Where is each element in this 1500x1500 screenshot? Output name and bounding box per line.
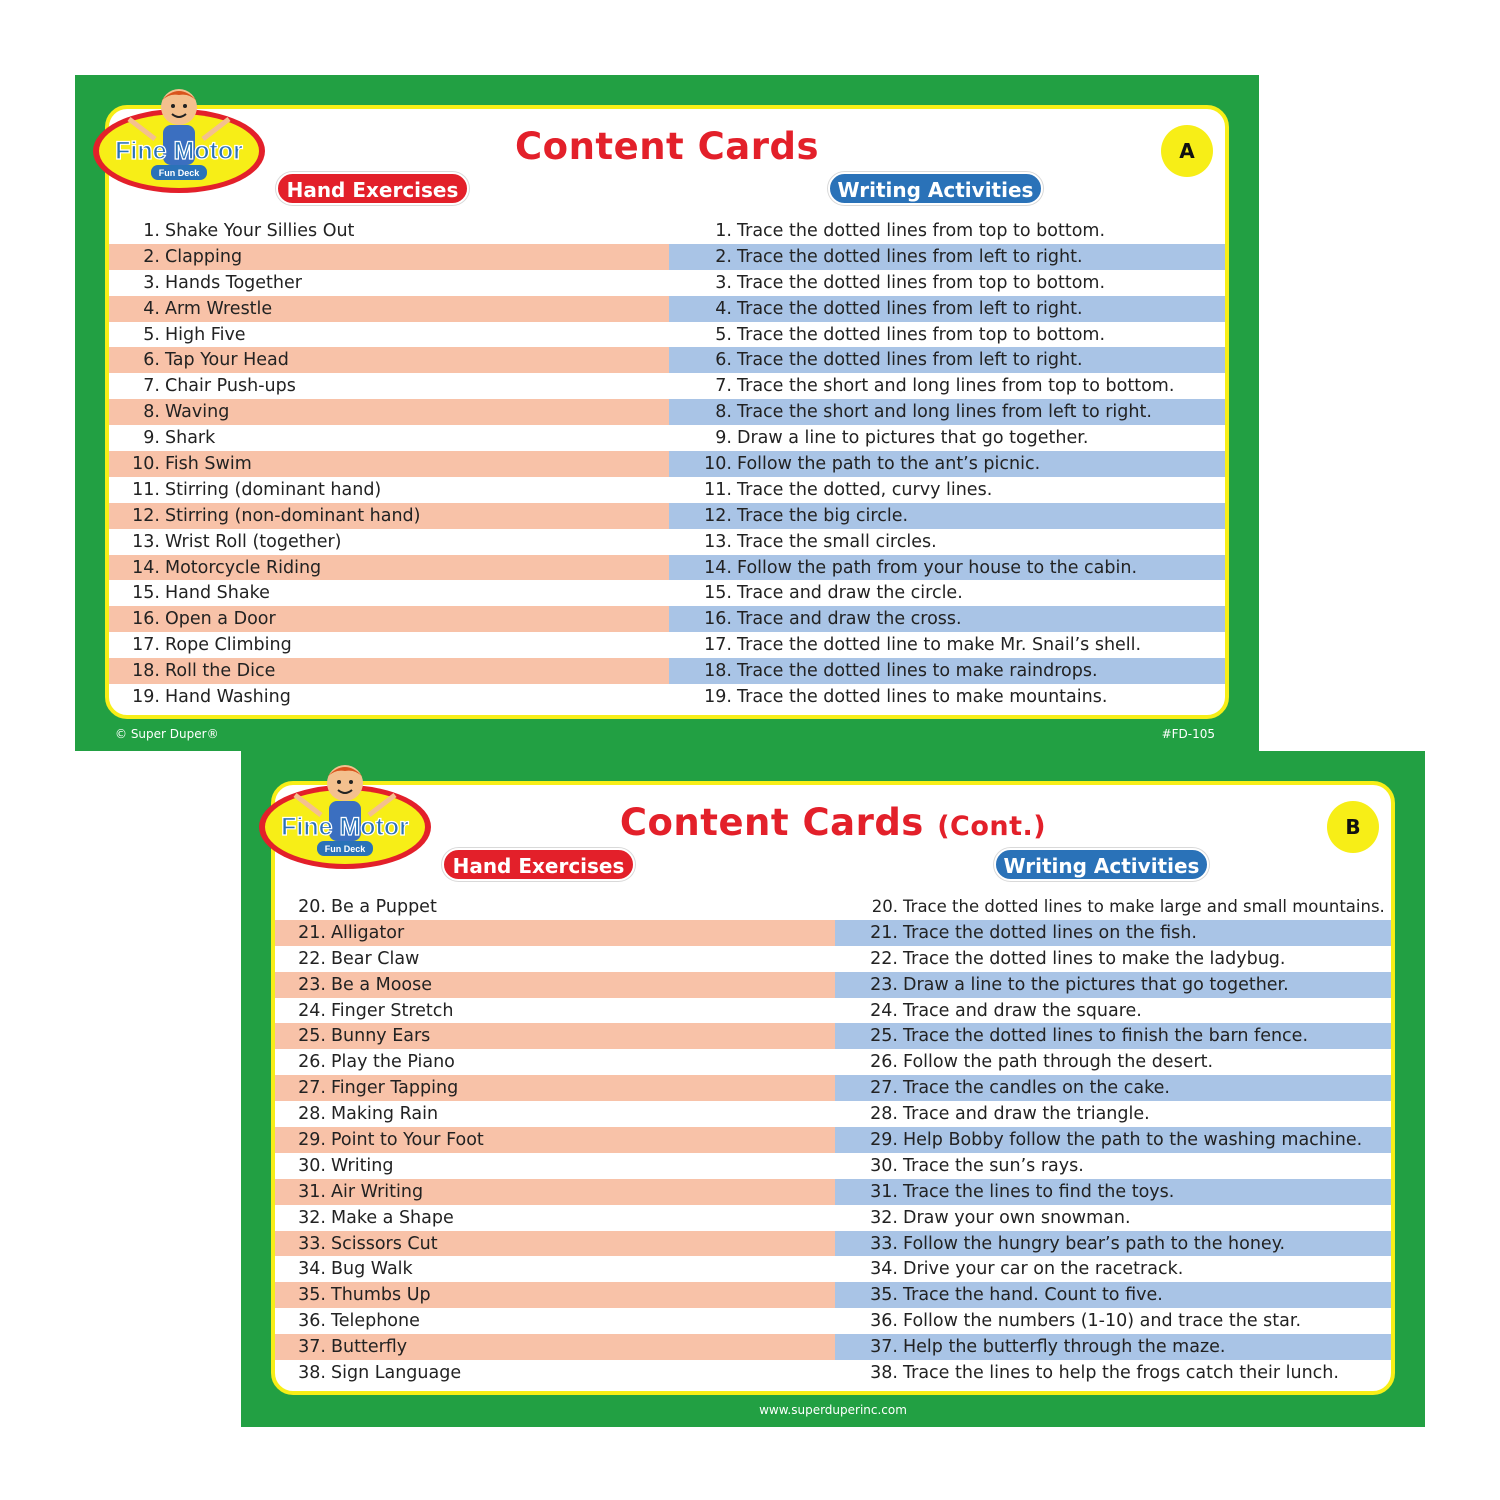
item-number: 5.: [715, 324, 732, 345]
item-text: Trace the small circles.: [737, 531, 937, 552]
item-number: 37.: [870, 1337, 898, 1358]
hand-exercise-item: [109, 451, 669, 477]
hand-exercise-item: [109, 529, 669, 555]
writing-activity-item: [835, 1256, 1391, 1282]
item-number: 12.: [132, 505, 160, 526]
item-number: 6.: [143, 350, 160, 371]
item-text: Trace the dotted lines to make raindrops.: [737, 661, 1098, 682]
item-text: Point to Your Foot: [331, 1130, 484, 1151]
writing-activity-item: [835, 1334, 1391, 1360]
item-number: 11.: [704, 479, 732, 500]
item-text: Follow the path from your house to the cabin.: [737, 557, 1138, 578]
item-text: Trace the dotted lines on the fish.: [903, 922, 1197, 943]
copyright-footer: © Super Duper®: [115, 727, 219, 741]
writing-activity-item: [835, 1231, 1391, 1257]
item-text: Bunny Ears: [331, 1026, 431, 1047]
table-row: [275, 1179, 1391, 1205]
hand-exercise-item: [109, 296, 669, 322]
item-text: Drive your car on the racetrack.: [903, 1259, 1184, 1280]
item-number: 13.: [704, 531, 732, 552]
hand-exercise-item: [275, 1075, 835, 1101]
writing-activity-item: [669, 373, 1225, 399]
item-text: Stirring (dominant hand): [165, 479, 382, 500]
card-title: Content Cards: [515, 125, 819, 168]
hand-exercise-item: [109, 684, 669, 710]
item-text: Help Bobby follow the path to the washing machine.: [903, 1130, 1363, 1151]
writing-activities-header: Writing Activities: [828, 172, 1043, 205]
item-text: Finger Tapping: [331, 1078, 459, 1099]
item-text: Hands Together: [165, 272, 302, 293]
item-text: Trace the dotted lines to make mountains.: [737, 687, 1108, 708]
writing-activity-item: [835, 998, 1391, 1024]
item-number: 20.: [298, 897, 326, 917]
item-text: Telephone: [331, 1311, 420, 1332]
item-number: 32.: [870, 1207, 898, 1228]
item-text: Rope Climbing: [165, 635, 292, 656]
item-number: 33.: [870, 1233, 898, 1254]
hand-exercise-item: [109, 270, 669, 296]
table-row: [109, 580, 1225, 606]
hand-exercise-item: [275, 894, 835, 920]
hand-exercise-item: [275, 1023, 835, 1049]
writing-activity-item: [669, 322, 1225, 348]
table-row: [275, 894, 1391, 920]
fine-motor-logo: [255, 757, 435, 871]
table-row: [109, 658, 1225, 684]
hand-exercise-item: [109, 425, 669, 451]
hand-exercise-item: [109, 555, 669, 581]
hand-exercise-item: [109, 606, 669, 632]
item-text: Motorcycle Riding: [165, 557, 322, 578]
item-number: 18.: [132, 661, 160, 682]
item-text: Trace the dotted line to make Mr. Snail’s shell.: [737, 635, 1142, 656]
table-row: [109, 425, 1225, 451]
writing-activity-item: [835, 1179, 1391, 1205]
table-row: [109, 347, 1225, 373]
writing-activity-item: [669, 503, 1225, 529]
item-text: Play the Piano: [331, 1052, 455, 1073]
hand-exercise-item: [109, 322, 669, 348]
hand-exercise-item: [275, 946, 835, 972]
item-number: 22.: [298, 948, 326, 969]
table-row: [275, 946, 1391, 972]
item-number: 20.: [871, 897, 898, 916]
writing-activity-item: [835, 894, 1391, 920]
item-text: Trace the dotted lines to make large and small mountains.: [903, 897, 1385, 916]
item-number: 21.: [298, 922, 326, 943]
item-text: Open a Door: [165, 609, 276, 630]
item-number: 35.: [870, 1285, 898, 1306]
writing-activity-item: [669, 425, 1225, 451]
hand-exercise-item: [275, 1049, 835, 1075]
table-row: [109, 322, 1225, 348]
item-number: 37.: [298, 1337, 326, 1358]
writing-activity-item: [835, 972, 1391, 998]
writing-activity-item: [835, 1308, 1391, 1334]
table-row: [275, 1256, 1391, 1282]
item-number: 26.: [870, 1052, 898, 1073]
item-text: Trace the candles on the cake.: [903, 1078, 1170, 1099]
item-text: Butterfly: [331, 1337, 408, 1358]
hand-exercise-item: [275, 1256, 835, 1282]
hand-exercise-item: [275, 1101, 835, 1127]
item-text: Follow the hungry bear’s path to the honey.: [903, 1233, 1286, 1254]
item-number: 11.: [132, 479, 160, 500]
writing-activity-item: [669, 399, 1225, 425]
table-row: [109, 555, 1225, 581]
table-row: [275, 1205, 1391, 1231]
hand-exercise-item: [109, 658, 669, 684]
writing-activity-item: [835, 1153, 1391, 1179]
item-number: 8.: [715, 402, 732, 423]
hand-exercise-item: [275, 1334, 835, 1360]
item-number: 18.: [704, 661, 732, 682]
table-row: [275, 1360, 1391, 1386]
item-number: 30.: [870, 1155, 898, 1176]
hand-exercise-item: [275, 1360, 835, 1386]
writing-activity-item: [669, 296, 1225, 322]
writing-activity-item: [669, 270, 1225, 296]
card-panel: [271, 781, 1395, 1395]
table-row: [109, 244, 1225, 270]
writing-activity-item: [669, 555, 1225, 581]
item-number: 36.: [298, 1311, 326, 1332]
item-text: Follow the numbers (1-10) and trace the star.: [903, 1311, 1302, 1332]
item-text: Trace the dotted lines from left to right.: [737, 246, 1083, 267]
table-row: [275, 1023, 1391, 1049]
item-text: Trace the dotted lines from top to bottom.: [737, 324, 1106, 345]
svg-text:Fun Deck: Fun Deck: [324, 844, 366, 854]
item-number: 38.: [870, 1363, 898, 1384]
table-row: [109, 218, 1225, 244]
table-row: [275, 1075, 1391, 1101]
table-row: [275, 920, 1391, 946]
writing-activity-item: [669, 244, 1225, 270]
activity-table: [275, 894, 1391, 1386]
table-row: [109, 296, 1225, 322]
item-number: 16.: [132, 609, 160, 630]
item-number: 30.: [298, 1155, 326, 1176]
item-number: 3.: [715, 272, 732, 293]
content-card-a: [75, 75, 1259, 751]
hand-exercise-item: [109, 218, 669, 244]
item-number: 2.: [715, 246, 732, 267]
item-text: Trace the sun’s rays.: [903, 1155, 1084, 1176]
hand-exercise-item: [275, 1231, 835, 1257]
hand-exercise-item: [109, 399, 669, 425]
item-number: 26.: [298, 1052, 326, 1073]
writing-activity-item: [835, 920, 1391, 946]
item-number: 35.: [298, 1285, 326, 1306]
item-text: Help the butterfly through the maze.: [903, 1337, 1226, 1358]
card-panel: [105, 105, 1229, 719]
writing-activity-item: [669, 606, 1225, 632]
item-number: 2.: [143, 246, 160, 267]
item-text: Draw a line to the pictures that go together.: [903, 974, 1289, 995]
card-title: Content Cards (Cont.): [619, 801, 1047, 844]
item-number: 27.: [870, 1078, 898, 1099]
table-row: [109, 503, 1225, 529]
item-number: 34.: [870, 1259, 898, 1280]
writing-activity-item: [835, 1205, 1391, 1231]
hand-exercise-item: [275, 1308, 835, 1334]
writing-activity-item: [835, 1360, 1391, 1386]
hand-exercise-item: [275, 1153, 835, 1179]
item-text: Follow the path to the ant’s picnic.: [737, 454, 1041, 475]
writing-activity-item: [669, 218, 1225, 244]
item-text: Sign Language: [331, 1363, 462, 1384]
item-text: High Five: [165, 324, 246, 345]
item-text: Hand Washing: [165, 687, 291, 708]
website-footer: www.superduperinc.com: [759, 1403, 907, 1417]
item-text: Shark: [165, 428, 216, 449]
hand-exercise-item: [275, 1282, 835, 1308]
item-number: 10.: [704, 454, 732, 475]
item-text: Trace the short and long lines from top to bottom.: [737, 376, 1175, 397]
item-number: 16.: [704, 609, 732, 630]
item-text: Draw your own snowman.: [903, 1207, 1131, 1228]
item-text: Trace the hand. Count to five.: [903, 1285, 1163, 1306]
item-text: Trace the dotted, curvy lines.: [737, 479, 993, 500]
item-number: 29.: [298, 1130, 326, 1151]
item-number: 24.: [298, 1000, 326, 1021]
hand-exercise-item: [275, 1127, 835, 1153]
item-number: 17.: [704, 635, 732, 656]
table-row: [275, 972, 1391, 998]
item-number: 1.: [715, 221, 732, 241]
item-number: 7.: [143, 376, 160, 397]
item-number: 7.: [715, 376, 732, 397]
table-row: [109, 529, 1225, 555]
item-number: 23.: [298, 974, 326, 995]
item-number: 36.: [870, 1311, 898, 1332]
item-number: 3.: [143, 272, 160, 293]
writing-activity-item: [669, 632, 1225, 658]
table-row: [275, 1101, 1391, 1127]
item-text: Draw a line to pictures that go together.: [737, 428, 1089, 449]
table-row: [109, 270, 1225, 296]
item-text: Trace and draw the triangle.: [903, 1104, 1150, 1125]
item-text: Writing: [331, 1155, 394, 1176]
hand-exercises-header: Hand Exercises: [442, 848, 635, 881]
table-row: [275, 1282, 1391, 1308]
item-number: 15.: [132, 583, 160, 604]
table-row: [275, 1231, 1391, 1257]
item-text: Trace the dotted lines from top to bottom.: [737, 221, 1106, 241]
table-row: [109, 632, 1225, 658]
writing-activity-item: [835, 1075, 1391, 1101]
table-row: [109, 606, 1225, 632]
item-number: 38.: [298, 1363, 326, 1384]
item-text: Trace the lines to find the toys.: [903, 1181, 1175, 1202]
card-letter-badge: B: [1327, 801, 1379, 853]
item-number: 6.: [715, 350, 732, 371]
item-text: Finger Stretch: [331, 1000, 454, 1021]
item-text: Trace the dotted lines from top to bottom.: [737, 272, 1106, 293]
svg-text:Fine Motor: Fine Motor: [281, 813, 409, 841]
item-text: Scissors Cut: [331, 1233, 438, 1254]
table-row: [109, 399, 1225, 425]
item-text: Shake Your Sillies Out: [165, 221, 355, 241]
writing-activity-item: [669, 451, 1225, 477]
card-title-suffix: (Cont.): [937, 811, 1047, 842]
item-number: 31.: [870, 1181, 898, 1202]
table-row: [275, 1308, 1391, 1334]
item-number: 5.: [143, 324, 160, 345]
hand-exercise-item: [275, 920, 835, 946]
table-row: [275, 998, 1391, 1024]
item-text: Trace and draw the circle.: [737, 583, 963, 604]
item-number: 9.: [715, 428, 732, 449]
item-number: 28.: [870, 1104, 898, 1125]
item-number: 25.: [298, 1026, 326, 1047]
svg-text:Fine Motor: Fine Motor: [115, 137, 243, 165]
item-text: Follow the path through the desert.: [903, 1052, 1214, 1073]
item-number: 34.: [298, 1259, 326, 1280]
item-number: 13.: [132, 531, 160, 552]
item-number: 27.: [298, 1078, 326, 1099]
item-number: 23.: [870, 974, 898, 995]
item-number: 12.: [704, 505, 732, 526]
item-number: 28.: [298, 1104, 326, 1125]
hand-exercise-item: [275, 998, 835, 1024]
item-text: Roll the Dice: [165, 661, 276, 682]
table-row: [275, 1334, 1391, 1360]
item-number: 19.: [132, 687, 160, 708]
writing-activity-item: [669, 580, 1225, 606]
writing-activity-item: [669, 684, 1225, 710]
item-text: Air Writing: [331, 1181, 424, 1202]
writing-activity-item: [835, 946, 1391, 972]
writing-activity-item: [835, 1023, 1391, 1049]
hand-exercise-item: [109, 373, 669, 399]
item-text: Bear Claw: [331, 948, 420, 969]
hand-exercise-item: [109, 503, 669, 529]
writing-activity-item: [669, 658, 1225, 684]
item-text: Be a Puppet: [331, 897, 437, 917]
hand-exercise-item: [275, 972, 835, 998]
item-number: 8.: [143, 402, 160, 423]
item-text: Chair Push-ups: [165, 376, 296, 397]
item-text: Trace the dotted lines from left to right.: [737, 350, 1083, 371]
item-number: 22.: [870, 948, 898, 969]
writing-activity-item: [669, 529, 1225, 555]
item-text: Trace the big circle.: [737, 505, 909, 526]
hand-exercise-item: [275, 1179, 835, 1205]
item-text: Trace and draw the square.: [903, 1000, 1142, 1021]
item-number: 19.: [704, 687, 732, 708]
item-number: 25.: [870, 1026, 898, 1047]
item-number: 17.: [132, 635, 160, 656]
item-number: 21.: [870, 922, 898, 943]
item-number: 24.: [870, 1000, 898, 1021]
table-row: [109, 477, 1225, 503]
item-text: Make a Shape: [331, 1207, 454, 1228]
table-row: [275, 1153, 1391, 1179]
item-text: Waving: [165, 402, 230, 423]
item-text: Hand Shake: [165, 583, 270, 604]
item-number: 29.: [870, 1130, 898, 1151]
writing-activities-header: Writing Activities: [994, 848, 1209, 881]
item-number: 9.: [143, 428, 160, 449]
svg-text:Fun Deck: Fun Deck: [158, 168, 200, 178]
item-number: 15.: [704, 583, 732, 604]
hand-exercise-item: [109, 632, 669, 658]
item-text: Trace the dotted lines from left to right.: [737, 298, 1083, 319]
item-number: 4.: [143, 298, 160, 319]
table-row: [109, 451, 1225, 477]
item-text: Stirring (non-dominant hand): [165, 505, 421, 526]
item-number: 10.: [132, 454, 160, 475]
writing-activity-item: [835, 1049, 1391, 1075]
writing-activity-item: [669, 477, 1225, 503]
item-text: Bug Walk: [331, 1259, 413, 1280]
hand-exercise-item: [109, 244, 669, 270]
item-text: Alligator: [331, 922, 405, 943]
item-text: Trace the short and long lines from left to right.: [737, 402, 1152, 423]
fine-motor-logo: [89, 81, 269, 195]
item-text: Making Rain: [331, 1104, 439, 1125]
item-text: Tap Your Head: [165, 350, 289, 371]
table-row: [109, 684, 1225, 710]
writing-activity-item: [835, 1282, 1391, 1308]
item-text: Arm Wrestle: [165, 298, 273, 319]
item-number: 33.: [298, 1233, 326, 1254]
item-text: Trace and draw the cross.: [737, 609, 962, 630]
item-text: Thumbs Up: [331, 1285, 431, 1306]
item-text: Be a Moose: [331, 974, 433, 995]
hand-exercise-item: [109, 580, 669, 606]
content-card-b: [241, 751, 1425, 1427]
writing-activity-item: [835, 1127, 1391, 1153]
writing-activity-item: [669, 347, 1225, 373]
product-code-footer: #FD-105: [1161, 727, 1215, 741]
item-text: Clapping: [165, 246, 243, 267]
table-row: [109, 373, 1225, 399]
item-text: Trace the dotted lines to finish the barn fence.: [903, 1026, 1309, 1047]
hand-exercise-item: [275, 1205, 835, 1231]
item-number: 31.: [298, 1181, 326, 1202]
hand-exercises-header: Hand Exercises: [276, 172, 469, 205]
item-number: 14.: [704, 557, 732, 578]
item-text: Fish Swim: [165, 454, 252, 475]
item-number: 4.: [715, 298, 732, 319]
item-text: Wrist Roll (together): [165, 531, 342, 552]
item-text: Trace the lines to help the frogs catch their lunch.: [903, 1363, 1339, 1384]
item-number: 32.: [298, 1207, 326, 1228]
hand-exercise-item: [109, 477, 669, 503]
writing-activity-item: [835, 1101, 1391, 1127]
table-row: [275, 1049, 1391, 1075]
card-letter-badge: A: [1161, 125, 1213, 177]
item-number: 1.: [143, 221, 160, 241]
item-text: Trace the dotted lines to make the ladybug.: [903, 948, 1286, 969]
item-number: 14.: [132, 557, 160, 578]
table-row: [275, 1127, 1391, 1153]
activity-table: [109, 218, 1225, 710]
hand-exercise-item: [109, 347, 669, 373]
